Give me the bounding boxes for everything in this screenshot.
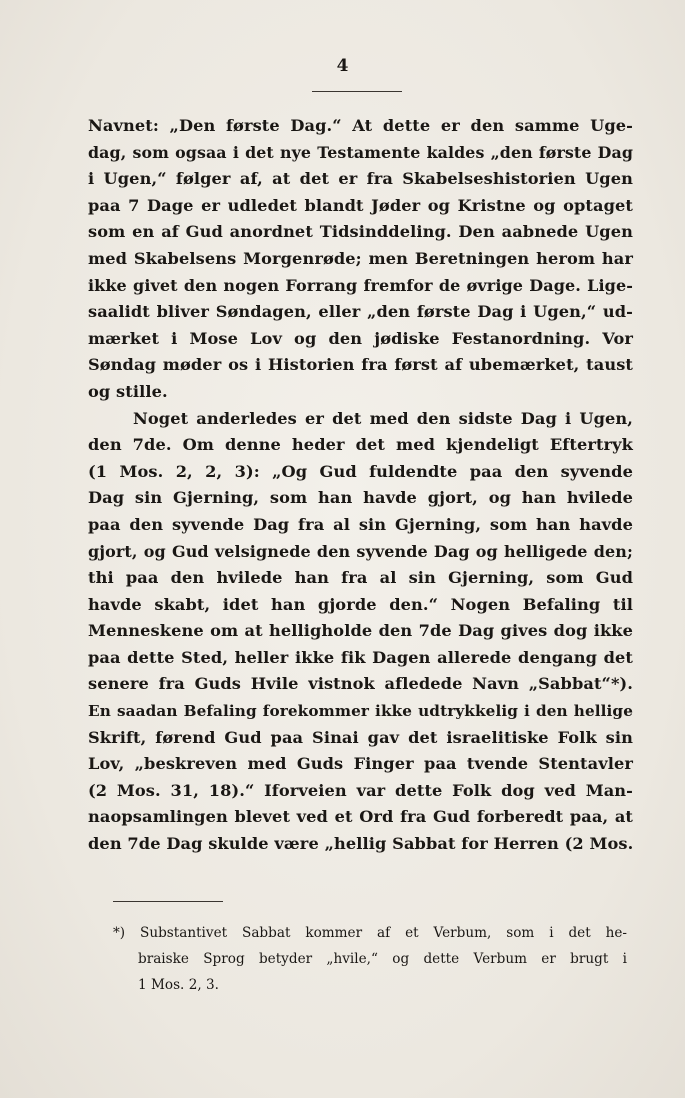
main-text [88,113,633,858]
text-line: Navnet: „Den første Dag.“ At dette er den samme Uge- [88,116,633,135]
footnote-rule [113,901,223,902]
text-line: havde skabt, idet han gjorde den.“ Nogen Befaling til [88,594,633,614]
text-line: thi paa den hvilede han fra al sin Gjerning, som Gud [88,568,633,588]
text-line: ikke givet den nogen Forrang fremfor de øvrige Dage. Lige- [88,275,633,295]
page-number: 4 [336,56,349,76]
text-line: som en af Gud anordnet Tidsinddeling. Den aabnede Ugen [88,222,633,242]
text-line: paa den syvende Dag fra al sin Gjerning, som han havde [88,514,633,534]
text-line: Menneskene om at helligholde den 7de Dag gives dog ikke [88,621,633,641]
text-line: naopsamlingen blevet ved et Ord fra Gud forberedt paa, at [88,807,633,827]
text-line: gjort, og Gud velsignede den syvende Dag og helligede den; [88,541,633,561]
text-line: saalidt bliver Søndagen, eller „den første Dag i Ugen,“ ud- [88,302,633,322]
text-line: Skrift, førend Gud paa Sinai gav det israelitiske Folk sin [88,727,633,747]
text-line: Lov, „beskreven med Guds Finger paa tvende Stentavler [88,754,633,774]
text-line: og stille. [88,381,168,401]
text-line: paa 7 Dage er udledet blandt Jøder og Kristne og optaget [88,195,633,215]
text-line: senere fra Guds Hvile vistnok afledede Navn „Sabbat“*). [88,674,633,694]
text-line: den 7de. Om denne heder det med kjendeligt Eftertryk [88,435,633,455]
header-rule [312,91,402,92]
text-line: (2 Mos. 31, 18).“ Iforveien var dette Folk dog ved Man- [88,780,633,800]
text-line: Noget anderledes er det med den sidste Dag i Ugen, [133,408,633,428]
footnote-line: braiske Sprog betyder „hvile,“ og dette Verbum er brugt i [138,951,627,967]
footnote-line: 1 Mos. 2, 3. [138,977,219,993]
text-line: Dag sin Gjerning, som han havde gjort, og han hvilede [88,488,633,508]
text-line: mærket i Mose Lov og den jødiske Festanordning. Vor [88,328,633,348]
text-line: med Skabelsens Morgenrøde; men Beretningen herom har [88,248,633,268]
text-line: (1 Mos. 2, 2, 3): „Og Gud fuldendte paa den syvende [88,461,633,481]
text-line: den 7de Dag skulde være „hellig Sabbat for Herren (2 Mos. [88,834,634,854]
footnote-line: *) Substantivet Sabbat kommer af et Verbum, som i det he- [113,925,627,941]
text-line: En saadan Befaling forekommer ikke udtrykkelig i den hellige [88,702,633,721]
text-line: i Ugen,“ følger af, at det er fra Skabelseshistorien Ugen [88,169,633,189]
text-line: Søndag møder os i Historien fra først af ubemærket, taust [88,355,633,375]
text-line: paa dette Sted, heller ikke fik Dagen allerede dengang det [88,647,633,667]
footnote [113,920,627,998]
text-line: dag, som ogsaa i det nye Testamente kaldes „den første Dag [88,142,633,162]
